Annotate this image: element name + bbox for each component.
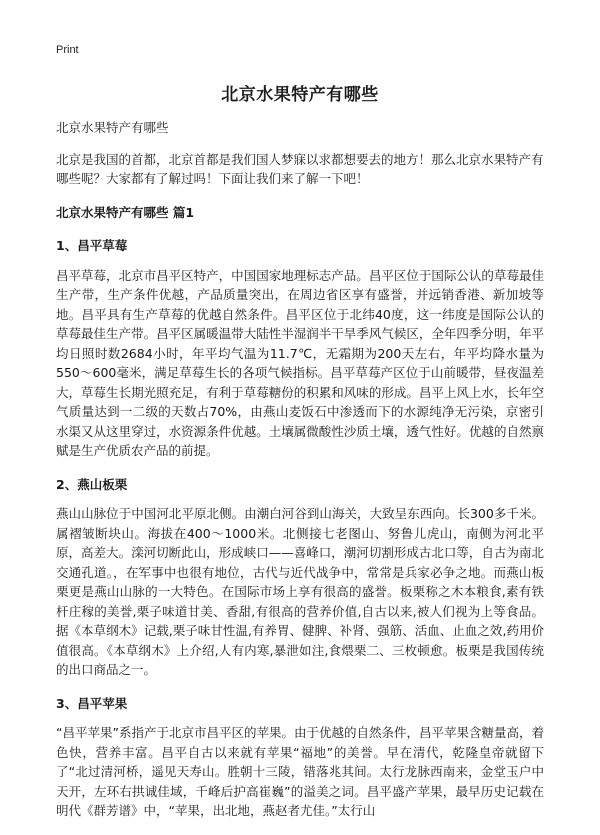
document-content bbox=[56, 118, 544, 835]
part-heading: 北京水果特产有哪些 篇1 bbox=[56, 204, 195, 220]
subtitle: 北京水果特产有哪些 bbox=[56, 120, 169, 135]
section-heading: 3、昌平苹果 bbox=[56, 695, 128, 711]
page-title: 北京水果特产有哪些 bbox=[221, 85, 379, 105]
section-body: “昌平苹果”系指产于北京市昌平区的苹果。由于优越的自然条件，昌平苹果含糖量高，着色快，营养丰富。昌平自古以来就有苹果“福地”的美誉。早在清代，乾隆皇帝就留下了“北过清河桥，遥见天寿山。胜朝十三陵，错落兆其间。太行龙脉西南来，金堂玉户中天开，左环右拱诚佳域，千峰后护高崔巍”的溢美之词。昌平盛产苹果，最早历史记载在明代《群芳谱》中，“苹果，出北地，燕赵者尤佳。”太行山 bbox=[56, 725, 544, 818]
intro-paragraph: 北京是我国的首都，北京首都是我们国人梦寐以求都想要去的地方！那么北京水果特产有哪些呢？大家都有了解过吗！下面让我们来了解一下吧！ bbox=[56, 151, 544, 186]
section-apple bbox=[56, 694, 544, 821]
section-heading: 1、昌平草莓 bbox=[56, 238, 128, 253]
print-link[interactable]: Print bbox=[56, 44, 79, 56]
section-strawberry bbox=[56, 236, 544, 461]
section-body: 昌平草莓，北京市昌平区特产，中国国家地理标志产品。昌平区位于国际公认的草莓最佳生产带，生产条件优越，产品质量突出，在周边省区享有盛誉，并远销香港、新加坡等地。昌平具有生产草莓的优越自然条件。昌平区位于北纬40度，这一纬度是国际公认的草莓最佳生产带。昌平区属暖温带大陆性半湿润半干旱季风气候区，全年四季分明，年平均日照时数2684小时，年平均气温为11.7℃，无霜期为200天左右，年平均降水量为550～600毫米，满足草莓生长的各项气候指标。昌平草莓产区位于山前暖带，昼夜温差大，草莓生长期光照充足，有利于草莓糖份的积累和风味的形成。昌平上风上水，长年空气质量达到一二级的天数占70%，由燕山麦饭石中渗透而下的水源纯净无污染，京密引水渠又从这里穿过，水资源条件优越。土壤属微酸性沙质土壤，透气性好。优越的自然禀赋是生产优质农产品的前提。 bbox=[56, 267, 544, 458]
section-chestnut bbox=[56, 475, 544, 680]
section-heading: 2、燕山板栗 bbox=[56, 476, 128, 492]
section-body: 燕山山脉位于中国河北平原北侧。由潮白河谷到山海关，大致呈东西向。长300多千米。属褶皱断块山。海拔在400～1000米。北侧接七老图山、努鲁儿虎山，南侧为河北平原，高差大。滦河切断此山，形成峡口——喜峰口，潮河切割形成古北口等，自古为南北交通孔道。，在军事中也很有地位，古代与近代战争中，常常是兵家必争之地。而燕山板栗更是燕山山脉的一大特色。在国际市场上享有很高的盛誉。板栗称之木本粮食,素有铁杆庄稼的美誉,栗子味道甘美、香甜,有很高的营养价值,自古以来,被人们视为上等食品。据《本草纲木》记载,栗子味甘性温,有养胃、健脾、补肾、强筋、活血、止血之效,药用价值很高。《本草纲木》上介绍,人有内寒,暴泄如注,食煨栗二、三枚顿愈。板栗是我国传统的出口商品之一。 bbox=[56, 506, 545, 677]
